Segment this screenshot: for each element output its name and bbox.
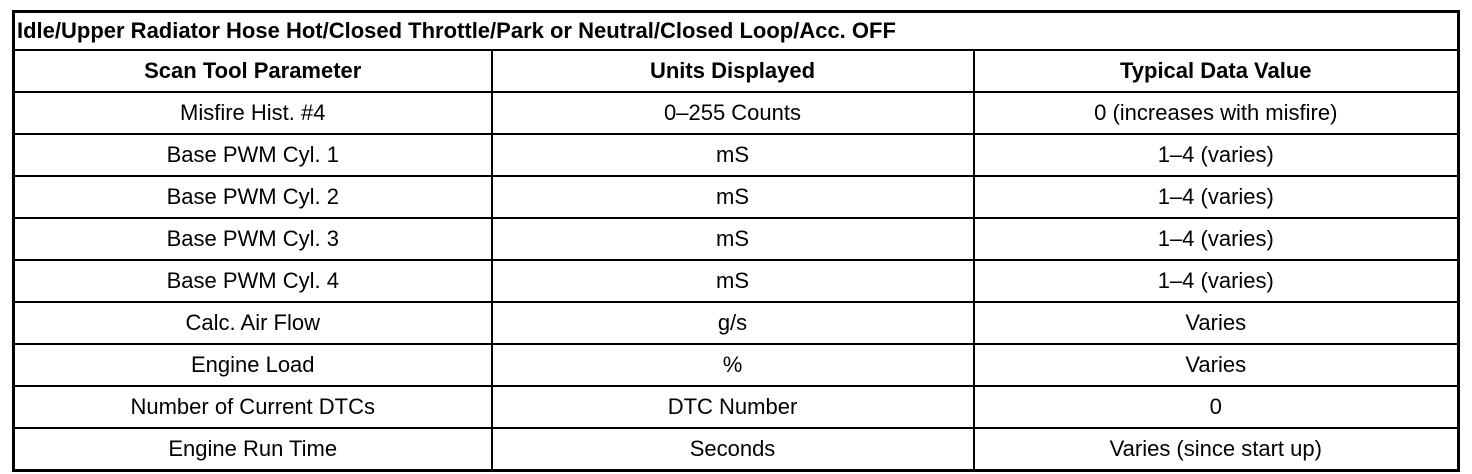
table-row <box>14 218 1459 260</box>
parameter-cell: Number of Current DTCs <box>14 386 492 428</box>
parameter-cell: Base PWM Cyl. 3 <box>14 218 492 260</box>
units-cell: DTC Number <box>492 386 974 428</box>
table-row <box>14 260 1459 302</box>
scan-tool-data-table <box>12 10 1460 472</box>
column-header-parameter: Scan Tool Parameter <box>14 50 492 92</box>
parameter-cell: Base PWM Cyl. 2 <box>14 176 492 218</box>
table-caption: Idle/Upper Radiator Hose Hot/Closed Throttle/Park or Neutral/Closed Loop/Acc. OFF <box>14 12 1459 51</box>
parameter-cell: Calc. Air Flow <box>14 302 492 344</box>
table-caption-row <box>14 12 1459 51</box>
value-cell: Varies <box>974 344 1459 386</box>
parameter-cell: Base PWM Cyl. 1 <box>14 134 492 176</box>
value-cell: Varies (since start up) <box>974 428 1459 471</box>
value-cell: 0 (increases with misfire) <box>974 92 1459 134</box>
value-cell: 1–4 (varies) <box>974 176 1459 218</box>
value-cell: Varies <box>974 302 1459 344</box>
value-cell: 0 <box>974 386 1459 428</box>
units-cell: g/s <box>492 302 974 344</box>
parameter-cell: Engine Run Time <box>14 428 492 471</box>
units-cell: % <box>492 344 974 386</box>
value-cell: 1–4 (varies) <box>974 218 1459 260</box>
units-cell: Seconds <box>492 428 974 471</box>
column-header-typical-value: Typical Data Value <box>974 50 1459 92</box>
value-cell: 1–4 (varies) <box>974 260 1459 302</box>
units-cell: mS <box>492 176 974 218</box>
column-header-units: Units Displayed <box>492 50 974 92</box>
units-cell: mS <box>492 260 974 302</box>
value-cell: 1–4 (varies) <box>974 134 1459 176</box>
table-row <box>14 176 1459 218</box>
table-row <box>14 344 1459 386</box>
units-cell: 0–255 Counts <box>492 92 974 134</box>
table-row <box>14 92 1459 134</box>
table-row <box>14 428 1459 471</box>
parameter-cell: Engine Load <box>14 344 492 386</box>
data-table-container <box>12 10 1457 472</box>
units-cell: mS <box>492 134 974 176</box>
units-cell: mS <box>492 218 974 260</box>
parameter-cell: Base PWM Cyl. 4 <box>14 260 492 302</box>
table-row <box>14 134 1459 176</box>
parameter-cell: Misfire Hist. #4 <box>14 92 492 134</box>
table-row <box>14 386 1459 428</box>
table-header-row <box>14 50 1459 92</box>
table-row <box>14 302 1459 344</box>
